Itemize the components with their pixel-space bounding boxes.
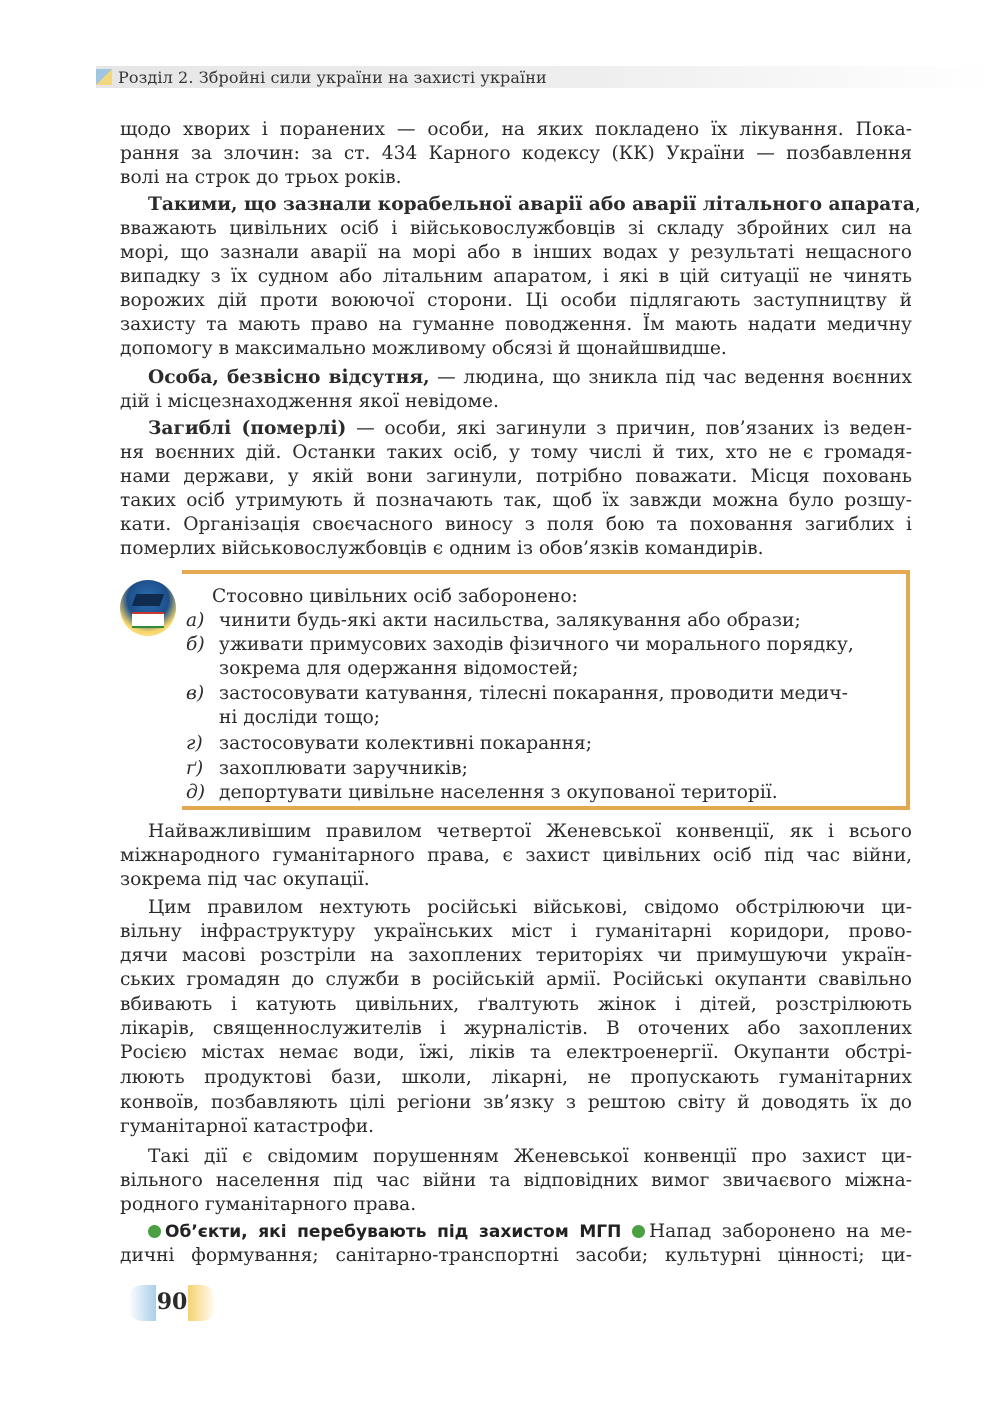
text-line: морі, що зазнали аварії на морі або в інших водах у результаті нещасного — [120, 242, 912, 263]
section-heading: Об’єкти, які перебувають під захистом МГП — [165, 1222, 622, 1242]
text-line: захисту та мають право на гуманне поводження. Їм мають надати медичну — [120, 314, 912, 335]
knowledge-emblem-icon — [120, 580, 176, 636]
header-marker-icon — [96, 69, 112, 85]
running-header — [96, 66, 992, 88]
text-line: вбивають і катують цивільних, ґвалтують жінок і дітей, розстрілюють — [120, 994, 912, 1015]
term-bold: Особа, безвісно відсутня, — [148, 367, 430, 388]
text-line: Об’єкти, які перебувають під захистом МГП Напад заборонено на ме- — [148, 1220, 912, 1244]
text-line: волі на строк до трьох років. — [120, 167, 402, 188]
green-bullet-icon — [148, 1225, 161, 1238]
text-line: дичні формування; санітарно-транспортні засоби; культурні цінності; ци- — [120, 1245, 912, 1266]
text-line: нами держави, у якій вони загинули, потрібно поважати. Місця поховань — [120, 466, 912, 487]
text-line: люють продуктові бази, школи, лікарні, не пропускають гуманітарних — [120, 1067, 912, 1088]
text-line: випадку з їх судном або літальним апаратом, і які в цій ситуації не чинять — [120, 266, 912, 287]
text-line: вважають цивільних осіб і військовослужбовців зі складу збройних сил на — [120, 218, 912, 239]
list-item: г) застосовувати колективні покарання; — [186, 733, 592, 754]
text-line: конвоїв, позбавляють цілі регіони зв’язку з рештою світу й доводять їх до — [120, 1092, 912, 1113]
text-line: дячи масові розстріли на захоплених територіях чи примушуючи україн- — [120, 945, 912, 966]
list-item: д) депортувати цивільне населення з окупованої території. — [186, 782, 778, 803]
text-line: померлих військовослужбовців є одним із обов’язків командирів. — [120, 538, 764, 559]
page-number-badge — [128, 1285, 216, 1321]
text-line: гуманітарної катастрофи. — [120, 1116, 375, 1137]
text-line: Цим правилом нехтують російські військові, свідомо обстрілюючи ци- — [148, 897, 912, 918]
text-line: Росією містах немає води, їжі, ліків та електроенергії. Окупанти обстрі- — [120, 1042, 912, 1063]
text-line: Особа, безвісно відсутня, — людина, що зникла під час ведення воєнних — [148, 367, 912, 388]
green-bullet-icon — [632, 1225, 645, 1238]
text-line: вільну інфраструктуру українських міст і гуманітарні коридори, прово- — [120, 921, 912, 942]
box-title: Стосовно цивільних осіб заборонено: — [212, 586, 578, 607]
text-line: дій і місцезнаходження якої невідоме. — [120, 391, 499, 412]
text-line: Такими, що зазнали корабельної аварії або аварії літального апарата, — [148, 194, 921, 215]
text-line: допомогу в максимально можливому обсязі й щонайшвидше. — [120, 338, 727, 359]
list-item-continuation: зокрема для одержання відомостей; — [219, 658, 579, 679]
text-line: вільного населення під час війни та відповідних вимог звичаєвого міжна- — [120, 1170, 912, 1191]
text-line: рання за злочин: за ст. 434 Карного кодексу (КК) України — позбавлення — [120, 143, 912, 164]
page-number: 90 — [156, 1289, 188, 1315]
text-line: ворожих дій проти воюючої сторони. Ці особи підлягають заступництву й — [120, 290, 912, 311]
list-item: ґ) захоплювати заручників; — [186, 758, 468, 779]
text-line: Такі дії є свідомим порушенням Женевської конвенції про захист ци- — [148, 1146, 912, 1167]
text-line: щодо хворих і поранених — особи, на яких покладено їх лікування. Пока- — [120, 119, 912, 140]
text-line: ських громадян до служби в російській армії. Російські окупанти свавільно — [120, 969, 912, 990]
term-bold: Такими, що зазнали корабельної аварії або аварії літального апарата — [148, 194, 915, 215]
text-line: Загиблі (померлі) — особи, які загинули з причин, пов’язаних із веден- — [148, 418, 912, 439]
text-line: родного гуманітарного права. — [120, 1194, 417, 1215]
list-item: в) застосовувати катування, тілесні покарання, проводити медич- — [186, 683, 848, 704]
list-item: а) чинити будь-які акти насильства, залякування або образи; — [186, 610, 801, 631]
list-item: б) уживати примусових заходів фізичного чи морального порядку, — [186, 634, 854, 655]
text-line: ня воєнних дій. Останки таких осіб, у тому числі й тих, хто не є громадя- — [120, 442, 912, 463]
list-item-continuation: ні досліди тощо; — [219, 707, 381, 728]
header-title: Розділ 2. Збройні сили україни на захисті україни — [118, 68, 547, 87]
text-line: кати. Організація своєчасного виносу з поля бою та поховання загиблих і — [120, 514, 912, 535]
text-line: зокрема під час окупації. — [120, 869, 370, 890]
term-bold: Загиблі (померлі) — [148, 418, 347, 439]
text-line: міжнародного гуманітарного права, є захист цивільних осіб під час війни, — [120, 845, 912, 866]
text-line: Найважливішим правилом четвертої Женевської конвенції, як і всього — [148, 821, 912, 842]
text-line: лікарів, священнослужителів і журналістів. В оточених або захоплених — [120, 1018, 912, 1039]
text-line: таких осіб утримують й позначають так, щоб їх завжди можна було розшу- — [120, 490, 912, 511]
